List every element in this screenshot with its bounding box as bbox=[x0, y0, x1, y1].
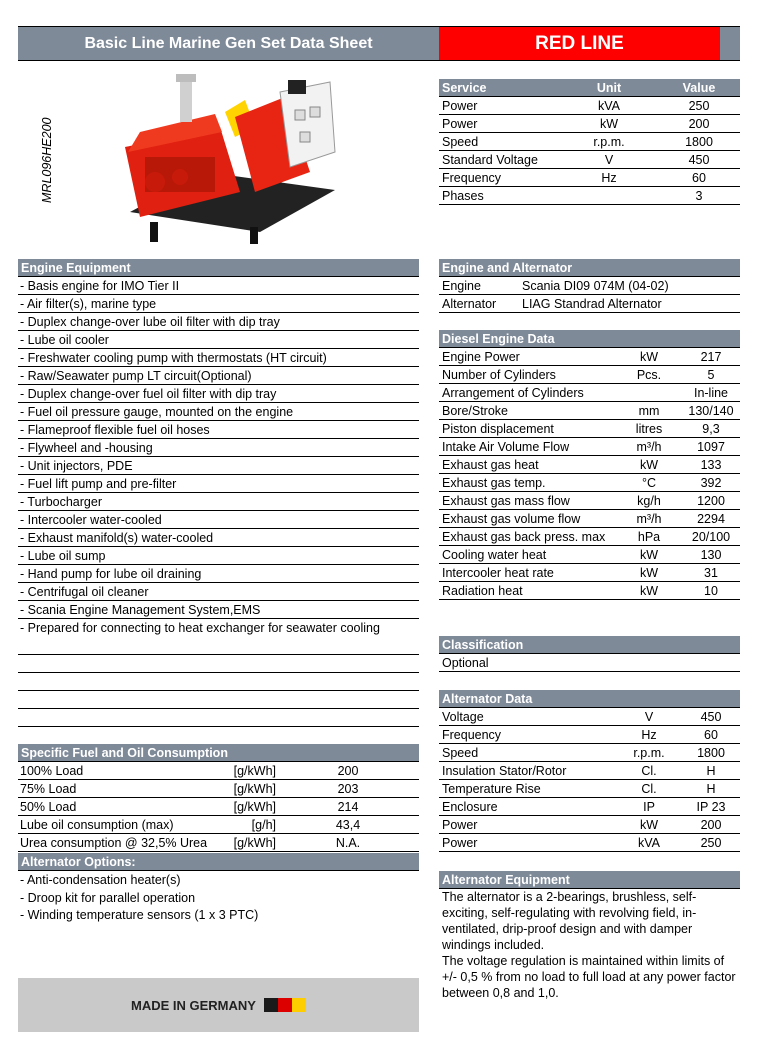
specs-row-cell: Standard Voltage bbox=[442, 153, 538, 167]
equipment-item: - Exhaust manifold(s) water-cooled bbox=[18, 529, 419, 547]
specs-row-cell: 60 bbox=[692, 171, 706, 185]
specs-row-cell: kW bbox=[599, 117, 619, 131]
diesel-row bbox=[439, 510, 740, 528]
diesel-row bbox=[439, 384, 740, 402]
diesel-row-cell: Pcs. bbox=[636, 368, 662, 382]
diesel-data-header: Diesel Engine Data bbox=[439, 330, 740, 348]
alternator-row-cell: H bbox=[706, 764, 716, 778]
specs-row-cell: 450 bbox=[688, 153, 710, 167]
equipment-item: - Fuel lift pump and pre-filter bbox=[18, 475, 419, 493]
engine-equipment-header: Engine Equipment bbox=[18, 259, 419, 277]
fuel-row bbox=[18, 816, 419, 834]
diesel-row-cell: Exhaust gas temp. bbox=[442, 476, 546, 490]
alternator-row-cell: 200 bbox=[700, 818, 722, 832]
equipment-item: - Unit injectors, PDE bbox=[18, 457, 419, 475]
fuel-row-cell: 214 bbox=[337, 800, 359, 814]
alternator-row-cell: IP 23 bbox=[696, 800, 726, 814]
specs-row-cell: Speed bbox=[442, 135, 479, 149]
alternator-row-cell: Voltage bbox=[442, 710, 484, 724]
alternator-row-cell: Power bbox=[442, 836, 478, 850]
diesel-row-cell: kW bbox=[639, 350, 659, 364]
diesel-row bbox=[439, 582, 740, 600]
diesel-row-cell: Piston displacement bbox=[442, 422, 554, 436]
diesel-row-cell: Intake Air Volume Flow bbox=[442, 440, 570, 454]
alternator-equipment-text bbox=[442, 889, 740, 1001]
alternator-row-cell: Cl. bbox=[641, 782, 657, 796]
alternator-row-cell: V bbox=[644, 710, 654, 724]
alternator-row-cell: Cl. bbox=[641, 764, 657, 778]
engine-alternator-row-cell: LIAG Standrad Alternator bbox=[522, 297, 662, 311]
equipment-item bbox=[18, 673, 419, 691]
made-in-label: MADE IN GERMANY bbox=[131, 997, 256, 1013]
equipment-item bbox=[18, 691, 419, 709]
alternator-row-cell: 60 bbox=[704, 728, 718, 742]
diesel-row-cell: 392 bbox=[700, 476, 722, 490]
specs-row-cell: 250 bbox=[688, 99, 710, 113]
diesel-row-cell: Arrangement of Cylinders bbox=[442, 386, 584, 400]
diesel-row-cell: hPa bbox=[637, 530, 661, 544]
diesel-row-cell: 133 bbox=[700, 458, 722, 472]
model-code: MRL096HE200 bbox=[40, 117, 54, 203]
fuel-row bbox=[18, 780, 419, 798]
diesel-row-cell: 5 bbox=[707, 368, 715, 382]
specs-row-cell: V bbox=[604, 153, 614, 167]
specs-row-cell: kVA bbox=[598, 99, 620, 113]
alternator-equipment-header: Alternator Equipment bbox=[439, 871, 740, 889]
alternator-row bbox=[439, 762, 740, 780]
diesel-row bbox=[439, 528, 740, 546]
diesel-row-cell: 130 bbox=[700, 548, 722, 562]
diesel-row-cell: litres bbox=[635, 422, 663, 436]
equipment-item: - Flameproof flexible fuel oil hoses bbox=[18, 421, 419, 439]
fuel-row-cell: [g/kWh] bbox=[233, 836, 276, 850]
engine-alternator-row-cell: Engine bbox=[442, 279, 481, 293]
equipment-item: - Fuel oil pressure gauge, mounted on the engine bbox=[18, 403, 419, 421]
fuel-row-cell: 203 bbox=[337, 782, 359, 796]
specs-row-cell: Power bbox=[442, 117, 478, 131]
diesel-row-cell: 20/100 bbox=[691, 530, 731, 544]
specs-row-cell: Frequency bbox=[442, 171, 502, 185]
equipment-item: - Duplex change-over lube oil filter with dip tray bbox=[18, 313, 419, 331]
specs-row-cell: 200 bbox=[688, 117, 710, 131]
alternator-row bbox=[439, 798, 740, 816]
engine-alternator-header: Engine and Alternator bbox=[439, 259, 740, 277]
fuel-row-cell: 50% Load bbox=[20, 800, 77, 814]
equipment-item: - Air filter(s), marine type bbox=[18, 295, 419, 313]
fuel-row-cell: 200 bbox=[337, 764, 359, 778]
engine-alternator-row bbox=[439, 277, 740, 295]
fuel-row-cell: 75% Load bbox=[20, 782, 77, 796]
engine-alternator-row-cell: Scania DI09 074M (04-02) bbox=[522, 279, 669, 293]
diesel-row-cell bbox=[624, 384, 674, 402]
diesel-row-cell: m³/h bbox=[636, 512, 662, 526]
alternator-row bbox=[439, 816, 740, 834]
alternator-row bbox=[439, 834, 740, 852]
fuel-row bbox=[18, 834, 419, 852]
diesel-row-cell: Bore/Stroke bbox=[442, 404, 509, 418]
alternator-row-cell: Hz bbox=[641, 728, 657, 742]
diesel-row-cell: Engine Power bbox=[442, 350, 520, 364]
alternator-row-cell: 250 bbox=[700, 836, 722, 850]
alternator-option-item: - Droop kit for parallel operation bbox=[20, 890, 196, 905]
alternator-option-item: - Winding temperature sensors (1 x 3 PTC) bbox=[20, 908, 259, 922]
diesel-row-cell: Exhaust gas volume flow bbox=[442, 512, 581, 526]
specs-row bbox=[439, 97, 740, 115]
diesel-row-cell: Cooling water heat bbox=[442, 548, 547, 562]
specs-header: Service Unit Value bbox=[439, 79, 740, 97]
equipment-item: - Hand pump for lube oil draining bbox=[18, 565, 419, 583]
diesel-row-cell: °C bbox=[641, 476, 657, 490]
fuel-row bbox=[18, 762, 419, 780]
document-title: Basic Line Marine Gen Set Data Sheet bbox=[18, 26, 439, 60]
engine-alternator-row-cell: Alternator bbox=[442, 297, 497, 311]
alternator-row bbox=[439, 780, 740, 798]
diesel-row-cell: 217 bbox=[700, 350, 722, 364]
specs-row-cell: 3 bbox=[695, 189, 703, 203]
fuel-consumption-header: Specific Fuel and Oil Consumption bbox=[18, 744, 419, 762]
diesel-row-cell: 2294 bbox=[697, 512, 725, 526]
voltage-regulation-note: The voltage regulation is maintained within limits of +/- 0,5 % from no load to full load at any power factor between 0,8 and 1,0. bbox=[442, 954, 736, 1000]
equipment-item: - Prepared for connecting to heat exchanger for seawater cooling bbox=[20, 621, 380, 635]
alternator-row-cell: Frequency bbox=[442, 728, 502, 742]
equipment-item bbox=[18, 655, 419, 673]
diesel-row-cell: kW bbox=[639, 566, 659, 580]
fuel-row-cell: 100% Load bbox=[20, 764, 84, 778]
alternator-row-cell: kVA bbox=[638, 836, 660, 850]
alternator-row-cell: Enclosure bbox=[442, 800, 498, 814]
equipment-item: - Lube oil sump bbox=[18, 547, 419, 565]
specs-row bbox=[439, 115, 740, 133]
engine-alternator-row bbox=[439, 295, 740, 313]
classification-value: Optional bbox=[439, 654, 740, 672]
equipment-item: - Intercooler water-cooled bbox=[18, 511, 419, 529]
specs-row-cell bbox=[579, 187, 639, 205]
alternator-row bbox=[439, 708, 740, 726]
equipment-item: - Flywheel and -housing bbox=[18, 439, 419, 457]
specs-row bbox=[439, 169, 740, 187]
alternator-row-cell: r.p.m. bbox=[633, 746, 665, 760]
diesel-row bbox=[439, 348, 740, 366]
made-in-germany-banner bbox=[18, 978, 419, 1032]
alternator-row-cell: kW bbox=[639, 818, 659, 832]
diesel-row-cell: Intercooler heat rate bbox=[442, 566, 554, 580]
diesel-row-cell: Radiation heat bbox=[442, 584, 523, 598]
diesel-row-cell: 9,3 bbox=[702, 422, 720, 436]
german-flag-icon bbox=[264, 998, 306, 1012]
alternator-row-cell: 1800 bbox=[697, 746, 725, 760]
fuel-row-cell: Lube oil consumption (max) bbox=[20, 818, 174, 832]
diesel-row-cell: m³/h bbox=[636, 440, 662, 454]
equipment-item: - Duplex change-over fuel oil filter with dip tray bbox=[18, 385, 419, 403]
diesel-row-cell: In-line bbox=[693, 386, 729, 400]
specs-row bbox=[439, 133, 740, 151]
specs-row-cell: Power bbox=[442, 99, 478, 113]
diesel-row bbox=[439, 456, 740, 474]
diesel-row-cell: Number of Cylinders bbox=[442, 368, 556, 382]
fuel-row-cell: [g/kWh] bbox=[233, 764, 276, 778]
specs-row-cell: r.p.m. bbox=[593, 135, 625, 149]
brand-label: RED LINE bbox=[439, 26, 720, 60]
diesel-row bbox=[439, 546, 740, 564]
diesel-row bbox=[439, 474, 740, 492]
diesel-row-cell: mm bbox=[638, 404, 660, 418]
classification-header: Classification bbox=[439, 636, 740, 654]
equipment-item: - Centrifugal oil cleaner bbox=[18, 583, 419, 601]
diesel-row-cell: 10 bbox=[704, 584, 718, 598]
alternator-row-cell: Temperature Rise bbox=[442, 782, 541, 796]
alternator-row-cell: Power bbox=[442, 818, 478, 832]
equipment-item: - Raw/Seawater pump LT circuit(Optional) bbox=[18, 367, 419, 385]
alternator-option-item: - Anti-condensation heater(s) bbox=[20, 873, 181, 887]
alternator-data-header: Alternator Data bbox=[439, 690, 740, 708]
specs-row-cell: Hz bbox=[601, 171, 617, 185]
diesel-row-cell: 130/140 bbox=[688, 404, 734, 418]
equipment-item: - Scania Engine Management System,EMS bbox=[18, 601, 419, 619]
diesel-row bbox=[439, 420, 740, 438]
equipment-item: - Freshwater cooling pump with thermostats (HT circuit) bbox=[18, 349, 419, 367]
fuel-row bbox=[18, 798, 419, 816]
equipment-item: - Lube oil cooler bbox=[18, 331, 419, 349]
diesel-row-cell: kW bbox=[639, 584, 659, 598]
header-accent bbox=[720, 26, 740, 60]
diesel-row bbox=[439, 492, 740, 510]
diesel-row-cell: kg/h bbox=[637, 494, 661, 508]
diesel-row-cell: Exhaust gas mass flow bbox=[442, 494, 570, 508]
diesel-row-cell: 1200 bbox=[697, 494, 725, 508]
specs-row bbox=[439, 151, 740, 169]
diesel-row-cell: 31 bbox=[704, 566, 718, 580]
fuel-row-cell: [g/kWh] bbox=[233, 782, 276, 796]
fuel-row-cell: Urea consumption @ 32,5% Urea bbox=[20, 836, 208, 850]
alternator-row-cell: IP bbox=[643, 800, 655, 814]
fuel-row-cell: 43,4 bbox=[335, 818, 361, 832]
specs-row-cell: Phases bbox=[442, 189, 484, 203]
alternator-row-cell: Speed bbox=[442, 746, 479, 760]
specs-row-cell: 1800 bbox=[685, 135, 713, 149]
equipment-item bbox=[18, 709, 419, 727]
diesel-row-cell: 1097 bbox=[697, 440, 725, 454]
diesel-row-cell: Exhaust gas heat bbox=[442, 458, 539, 472]
diesel-row-cell: kW bbox=[639, 458, 659, 472]
alternator-options-header: Alternator Options: bbox=[18, 853, 419, 871]
fuel-row-cell: [g/h] bbox=[251, 818, 276, 832]
alternator-description: The alternator is a 2-bearings, brushless, self-exciting, self-regulating with revolving field, in-ventilated, drip-proof design and with damper windings included. bbox=[442, 890, 697, 952]
diesel-row bbox=[439, 564, 740, 582]
equipment-item: - Basis engine for IMO Tier II bbox=[18, 277, 419, 295]
diesel-row bbox=[439, 438, 740, 456]
specs-row bbox=[439, 187, 740, 205]
diesel-row-cell: Exhaust gas back press. max bbox=[442, 530, 606, 544]
equipment-item: - Turbocharger bbox=[18, 493, 419, 511]
fuel-row-cell: N.A. bbox=[335, 836, 361, 850]
fuel-row-cell: [g/kWh] bbox=[233, 800, 276, 814]
header-divider bbox=[18, 60, 740, 61]
diesel-row bbox=[439, 402, 740, 420]
diesel-row bbox=[439, 366, 740, 384]
alternator-row bbox=[439, 744, 740, 762]
alternator-row-cell: H bbox=[706, 782, 716, 796]
equipment-item bbox=[18, 637, 419, 655]
alternator-row-cell: 450 bbox=[700, 710, 722, 724]
genset-image bbox=[110, 72, 340, 244]
alternator-row bbox=[439, 726, 740, 744]
diesel-row-cell: kW bbox=[639, 548, 659, 562]
alternator-row-cell: Insulation Stator/Rotor bbox=[442, 764, 567, 778]
